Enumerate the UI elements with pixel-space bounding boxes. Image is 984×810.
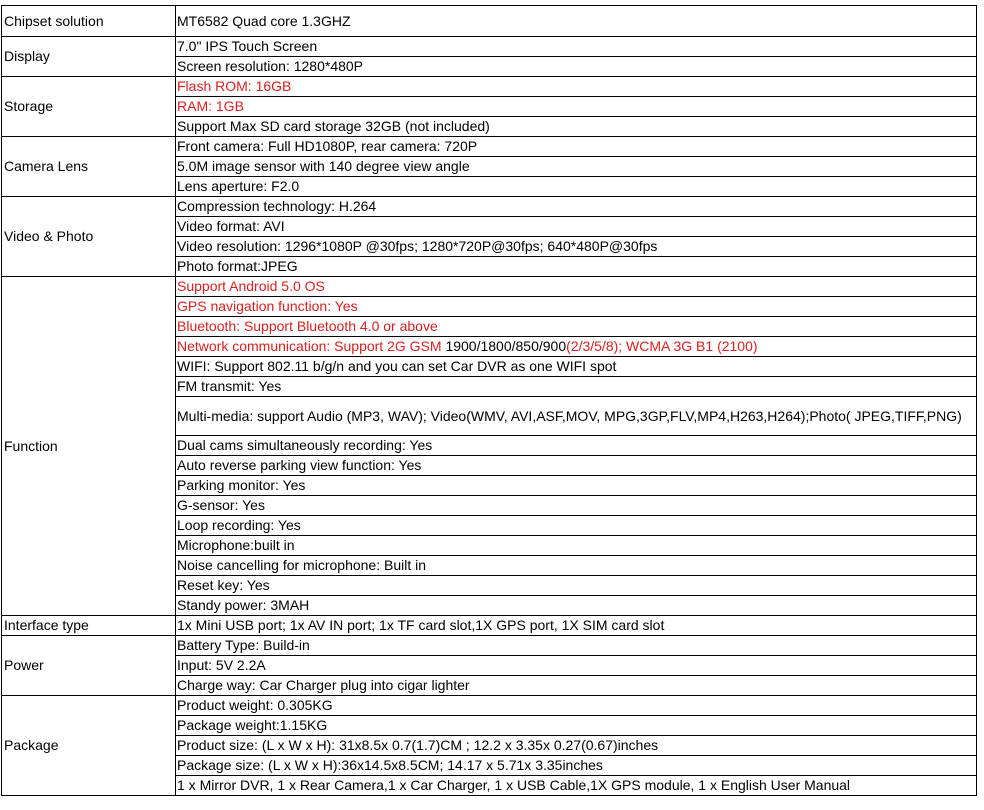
value-text: Flash ROM: 16GB xyxy=(177,78,292,94)
value-text: Dual cams simultaneously recording: Yes xyxy=(177,437,433,453)
value-cell xyxy=(176,636,977,656)
value-text: Support Max SD card storage 32GB (not included) xyxy=(177,118,490,134)
value-cell xyxy=(176,77,977,97)
value-cell xyxy=(176,516,977,536)
category-cell: Camera Lens xyxy=(2,137,176,197)
table-row xyxy=(2,37,977,57)
category-cell: Package xyxy=(2,696,176,796)
value-text: Front camera: Full HD1080P, rear camera: 720P xyxy=(177,138,478,154)
value-cell xyxy=(176,257,977,277)
spec-table-body xyxy=(2,6,977,796)
value-cell xyxy=(176,6,977,37)
value-text: 1900/1800/850/900 xyxy=(445,338,567,354)
value-text: RAM: 1GB xyxy=(177,98,244,114)
value-text: Lens aperture: F2.0 xyxy=(177,178,300,194)
value-cell xyxy=(176,37,977,57)
value-cell xyxy=(176,297,977,317)
value-text: Network communication: Support 2G GSM xyxy=(177,338,446,354)
table-row xyxy=(2,77,977,97)
value-cell xyxy=(176,337,977,357)
value-text: Auto reverse parking view function: Yes xyxy=(177,457,422,473)
value-text: Product weight: 0.305KG xyxy=(177,697,333,713)
value-text: Photo format:JPEG xyxy=(177,258,298,274)
value-cell xyxy=(176,317,977,337)
value-text: Noise cancelling for microphone: Built in xyxy=(177,557,427,573)
value-text: Multi-media: support Audio (MP3, WAV); Video(WMV, AVI,ASF,MOV, MPG,3GP,FLV,MP4,H263,H264);Photo( JPEG,TIFF,PNG) xyxy=(177,408,962,424)
value-text: WIFI: Support 802.11 b/g/n and you can set Car DVR as one WIFI spot xyxy=(177,358,617,374)
value-cell xyxy=(176,476,977,496)
value-cell xyxy=(176,237,977,257)
value-cell xyxy=(176,177,977,197)
value-text: FM transmit: Yes xyxy=(177,378,282,394)
value-cell xyxy=(176,217,977,237)
category-cell: Display xyxy=(2,37,176,77)
value-text: 5.0M image sensor with 140 degree view angle xyxy=(177,158,470,174)
value-cell xyxy=(176,616,977,636)
table-row xyxy=(2,6,977,37)
category-cell: Interface type xyxy=(2,616,176,636)
value-text: Package size: (L x W x H):36x14.5x8.5CM; 14.17 x 5.71x 3.35inches xyxy=(177,757,603,773)
value-text: 1x Mini USB port; 1x AV IN port; 1x TF card slot,1X GPS port, 1X SIM card slot xyxy=(177,617,665,633)
value-cell xyxy=(176,776,977,796)
category-cell: Power xyxy=(2,636,176,696)
value-text: Screen resolution: 1280*480P xyxy=(177,58,364,74)
value-cell xyxy=(176,456,977,476)
spec-table xyxy=(1,5,977,796)
value-cell xyxy=(176,277,977,297)
value-cell xyxy=(176,397,977,436)
value-text: Input: 5V 2.2A xyxy=(177,657,266,673)
value-cell xyxy=(176,496,977,516)
value-cell xyxy=(176,716,977,736)
value-cell xyxy=(176,377,977,397)
table-row xyxy=(2,197,977,217)
value-cell xyxy=(176,676,977,696)
category-cell: Chipset solution xyxy=(2,6,176,37)
category-cell: Function xyxy=(2,277,176,616)
value-text: Video format: AVI xyxy=(177,218,285,234)
value-cell xyxy=(176,656,977,676)
table-row xyxy=(2,636,977,656)
value-text: GPS navigation function: Yes xyxy=(177,298,358,314)
value-cell xyxy=(176,536,977,556)
value-cell xyxy=(176,576,977,596)
value-text: Product size: (L x W x H): 31x8.5x 0.7(1.7)CM ; 12.2 x 3.35x 0.27(0.67)inches xyxy=(177,737,659,753)
value-text: Compression technology: H.264 xyxy=(177,198,377,214)
value-text: 7.0" IPS Touch Screen xyxy=(177,38,318,54)
value-cell xyxy=(176,117,977,137)
value-text: Package weight:1.15KG xyxy=(177,717,328,733)
value-cell xyxy=(176,137,977,157)
value-text: Support Android 5.0 OS xyxy=(177,278,325,294)
value-cell xyxy=(176,57,977,77)
value-cell xyxy=(176,756,977,776)
table-row xyxy=(2,696,977,716)
value-cell xyxy=(176,596,977,616)
value-cell xyxy=(176,696,977,716)
category-cell: Video & Photo xyxy=(2,197,176,277)
table-row xyxy=(2,277,977,297)
value-cell xyxy=(176,197,977,217)
table-row xyxy=(2,137,977,157)
value-text: Bluetooth: Support Bluetooth 4.0 or above xyxy=(177,318,438,334)
category-cell: Storage xyxy=(2,77,176,137)
value-text: Loop recording: Yes xyxy=(177,517,301,533)
value-text: Battery Type: Build-in xyxy=(177,637,310,653)
value-text: (2/3/5/8); WCMA 3G B1 (2100) xyxy=(566,338,758,354)
value-text: MT6582 Quad core 1.3GHZ xyxy=(177,12,351,29)
value-text: 1 x Mirror DVR, 1 x Rear Camera,1 x Car Charger, 1 x USB Cable,1X GPS module, 1 x English User Manual xyxy=(177,777,851,793)
value-text: G-sensor: Yes xyxy=(177,497,265,513)
value-cell xyxy=(176,736,977,756)
table-row xyxy=(2,616,977,636)
value-cell xyxy=(176,157,977,177)
value-text: Video resolution: 1296*1080P @30fps; 1280*720P@30fps; 640*480P@30fps xyxy=(177,238,658,254)
value-text: Parking monitor: Yes xyxy=(177,477,306,493)
value-text: Standy power: 3MAH xyxy=(177,597,310,613)
value-cell xyxy=(176,436,977,456)
value-cell xyxy=(176,357,977,377)
value-text: Reset key: Yes xyxy=(177,577,270,593)
value-text: Charge way: Car Charger plug into cigar lighter xyxy=(177,677,470,693)
value-text: Microphone:built in xyxy=(177,537,295,553)
value-cell xyxy=(176,97,977,117)
value-cell xyxy=(176,556,977,576)
